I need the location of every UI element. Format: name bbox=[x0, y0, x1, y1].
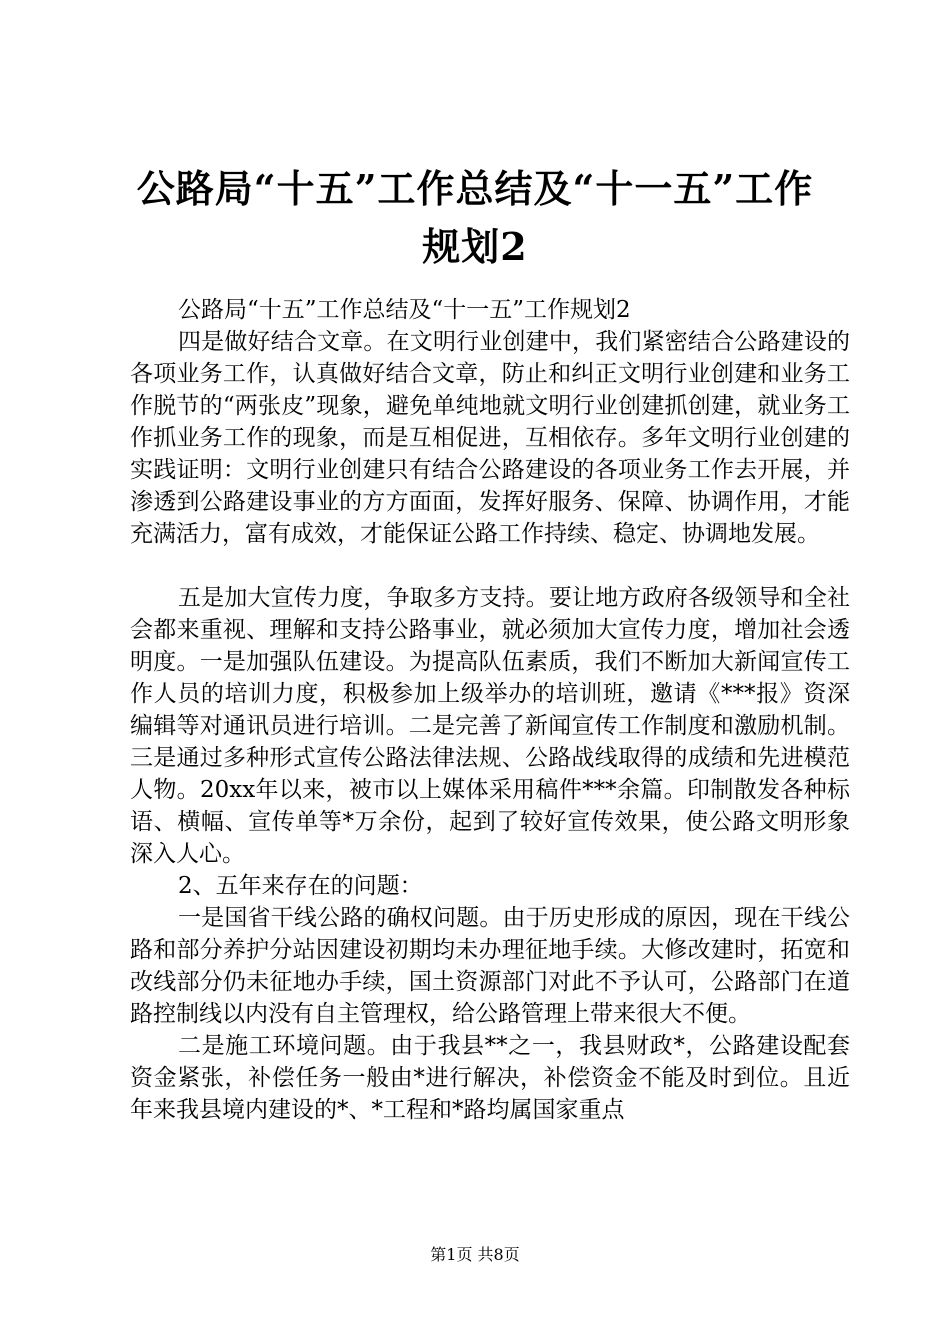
section-heading: 2、五年来存在的问题： bbox=[178, 873, 423, 899]
body-paragraph: 一是国省干线公路的确权问题。由于历史形成的原因，现在干线公路和部分养护分站因建设初期均未办理征地手续。大修改建时，拓宽和改线部分仍未征地办手续，国土资源部门对此不予认可，公路部门在道路控制线以内没有自主管理权，给公路管理上带来很大不便。 bbox=[130, 905, 850, 1027]
body-paragraph: 四是做好结合文章。在文明行业创建中，我们紧密结合公路建设的各项业务工作，认真做好结合文章，防止和纠正文明行业创建和业务工作脱节的“两张皮”现象，避免单纯地就文明行业创建抓创建，就业务工作抓业务工作的现象，而是互相促进，互相依存。多年文明行业创建的实践证明：文明行业创建只有结合公路建设的各项业务工作去开展，并渗透到公路建设事业的方方面面，发挥好服务、保障、协调作用，才能充满活力，富有成效，才能保证公路工作持续、稳定、协调地发展。 bbox=[130, 329, 850, 547]
body-paragraph-subtitle: 公路局“十五”工作总结及“十一五”工作规划2 bbox=[178, 297, 631, 323]
page-number-footer: 第1页 共8页 bbox=[430, 1245, 520, 1264]
body-paragraph: 五是加大宣传力度，争取多方支持。要让地方政府各级领导和全社会都来重视、理解和支持公路事业，就必须加大宣传力度，增加社会透明度。一是加强队伍建设。为提高队伍素质，我们不断加大新闻宣传工作人员的培训力度，积极参加上级举办的培训班，邀请《***报》资深编辑等对通讯员进行培训。二是完善了新闻宣传工作制度和激励机制。三是通过多种形式宣传公路法律法规、公路战线取得的成绩和先进模范人物。20xx年以来，被市以上媒体采用稿件***余篇。印制散发各种标语、横幅、宣传单等*万余份，起到了较好宣传效果，使公路文明形象深入人心。 bbox=[130, 585, 850, 867]
body-paragraph: 二是施工环境问题。由于我县**之一，我县财政*，公路建设配套资金紧张，补偿任务一般由*进行解决，补偿资金不能及时到位。且近年来我县境内建设的*、*工程和*路均属国家重点 bbox=[130, 1033, 850, 1123]
document-title: 公路局“十五”工作总结及“十一五”工作规划2 bbox=[136, 166, 814, 269]
document-body bbox=[130, 294, 850, 1126]
